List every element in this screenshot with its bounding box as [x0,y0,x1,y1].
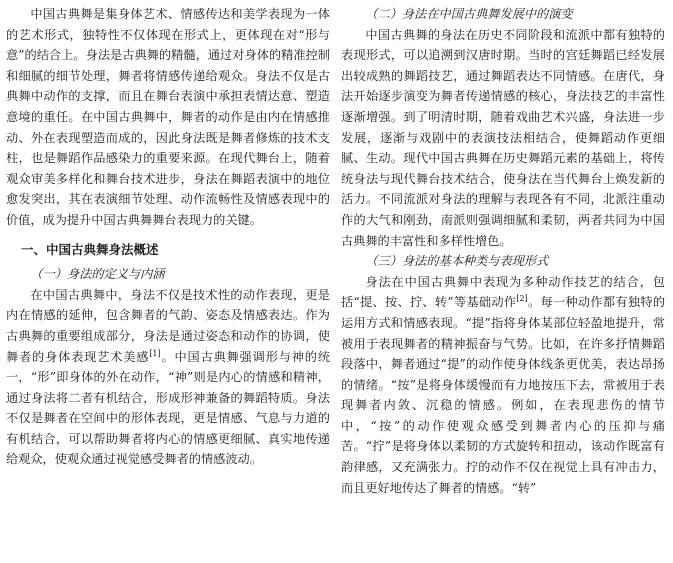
subsection-heading: （二）身法在中国古典舞发展中的演变 [365,7,573,21]
paragraph-text: 。中国古典舞强调形与神的统一，“形”即身体的外在动作，“神”则是内心的情感和精神，通过身法将二者有机结合，形成形神兼备的舞蹈特质。身法不仅是舞者在空间中的形体表现，更是情感、气息与力道的有机结合，可以帮助舞者将内心的情感更细腻、真实地传递给观众，使观众通过视觉感受舞者的情感波动。 [6,349,331,467]
left-column [6,4,330,470]
section-heading: 一、中国古典舞身法概述 [21,241,159,257]
right-column [341,4,665,498]
paragraph-text: 。每一种动作都有独特的运用方式和情感表现。“提”指将身体某部位轻盈地提升，常被用于表现舞者的精神振奋与气势。比如，在许多抒情舞蹈段落中，舞者通过“提”的动作使身体线条更优美，表达昂扬的情绪。“按”是将身体缓慢而有力地按压下去，常被用于表现舞者内敛、沉稳的情感。例如，在表现悲伤的情节中，“按”的动作使观众感受到舞者内心的压抑与痛苦。“拧”是将身体以柔韧的方式旋转和扭动，该动作既富有韵律感，又充满张力。拧的动作不仅在视觉上具有冲击力，而且更好地传达了舞者的情感。“转” [341,295,666,495]
body-paragraph [6,285,330,470]
citation-ref: [1] [149,348,161,358]
paragraph-text: 身法在中国古典舞中表现为多种动作技艺的结合，包括“提、按、拧、转”等基础动作 [341,274,665,310]
paragraph-text: 在中国古典舞中，身法不仅是技术性的动作表现，更是内在情感的延伸，包含舞者的气韵、姿态及情感表达。作为古典舞的重要组成部分，身法是通过姿态和动作的协调，使舞者的身体表现艺术美感 [6,287,330,364]
citation-ref: [2] [516,294,528,304]
body-paragraph: 中国古典舞的身法在历史不同阶段和流派中都有独特的表现形式，可以追溯到汉唐时期。当时的宫廷舞蹈已经发展出较成熟的舞蹈技艺，通过舞蹈表达不同情感。在唐代，身法开始逐步演变为舞者传递情感的核心，身法技艺的丰富性逐渐增强。到了明清时期，随着戏曲艺术兴盛，身法进一步发展，逐渐与戏剧中的表演技法相结合，使舞蹈动作更细腻、生动。现代中国古典舞在历史舞蹈元素的基础上，将传统身法与现代舞台技术结合，使身法在当代舞台上焕发新的活力。不同流派对身法的理解与表现各有不同，北派注重动作的大气和刚劲，南派则强调细腻和柔韧，两者共同为中国古典舞的丰富性和多样性增色。 [341,27,665,248]
intro-paragraph: 中国古典舞是集身体艺术、情感传达和美学表现为一体的艺术形式，独特性不仅体现在形式上，更体现在对“形与意”的结合上。身法是古典舞的精髓，通过对身体的精准控制和细腻的细节处理，舞者将情感传递给观众。身法不仅是古典舞中动作的支撑，而且在舞台表演中承担表情达意、塑造意境的重任。在中国古典舞中，舞者的动作是由内在情感推动、外在表现塑造而成的，因此身法既是舞者修炼的技术支柱，也是舞蹈作品感染力的重要来源。在现代舞台上，随着观众审美多样化和舞台技术进步，身法在舞蹈表演中的地位愈发突出，其在表演细节处理、动作流畅性及情感表现中的价值，成为提升中国古典舞舞台表现力的关键。 [6,7,330,227]
subsection-heading: （一）身法的定义与内涵 [30,267,165,282]
subsection-heading: （三）身法的基本种类与表现形式 [365,254,549,269]
body-paragraph [341,272,665,499]
